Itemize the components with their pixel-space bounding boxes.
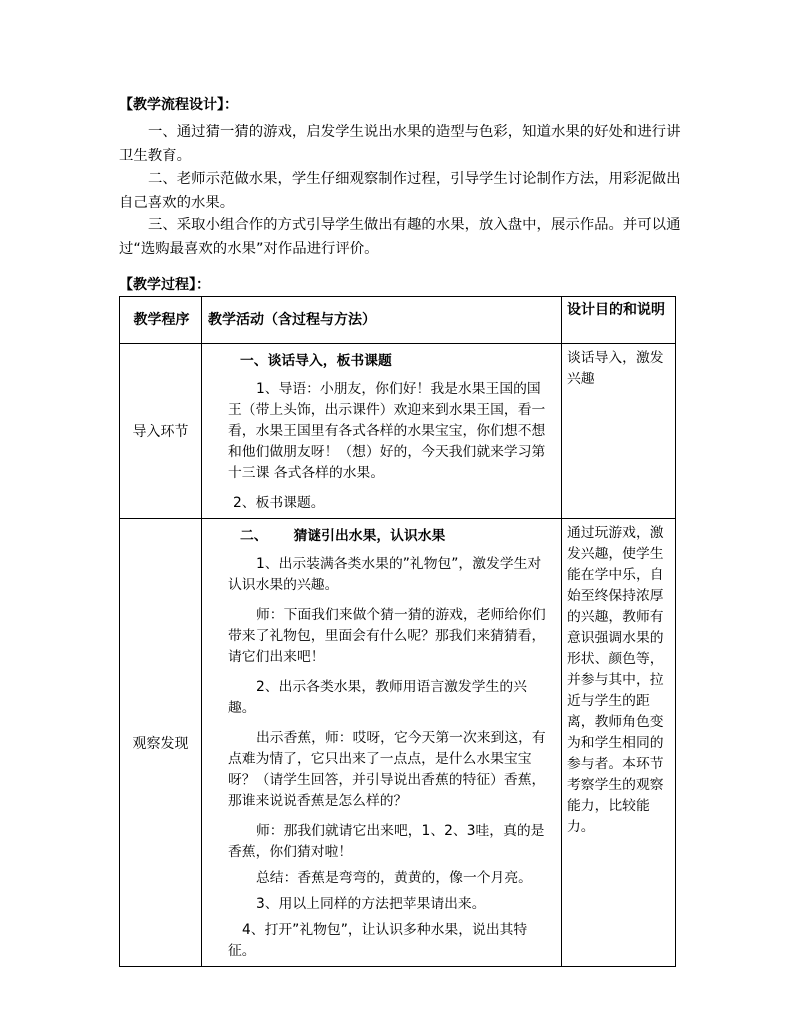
process-title: 【教学过程】：: [119, 277, 210, 293]
activity-paragraph: 2、出示各类水果，教师用语言激发学生的兴趣。: [228, 679, 527, 716]
purpose-cell: [562, 519, 676, 967]
header-cell-stage: [120, 297, 202, 344]
section-number: 二、: [240, 528, 268, 544]
section-text: 猜谜引出水果，认识水果: [293, 528, 446, 544]
activity-paragraph: 4、打开”礼物包”，让认识多种水果，说出其特征。: [228, 922, 528, 959]
activity-paragraph: 1、导语：小朋友，你们好！我是水果王国的国王（带上头饰，出示课件）欢迎来到水果王国，看一看，水果王国里有各式各样的水果宝宝，你们想不想和他们做朋友呀！（想）好的，今天我们就来学习第十三课 各式各样的水果。: [228, 381, 546, 481]
section-title: 一、谈话导入，板书课题: [240, 353, 392, 369]
activity-paragraph: 总结：香蕉是弯弯的，黄黄的，像一个月亮。: [256, 870, 532, 886]
header-cell-purpose: [562, 297, 676, 344]
stage-cell: 导入环节: [120, 344, 202, 519]
stage-cell: 观察发现: [120, 519, 202, 967]
activity-paragraph: 师：下面我们来做个猜一猜的游戏，老师给你们带来了礼物包，里面会有什么呢？那我们来猜猜看，请它们出来吧！: [228, 607, 546, 665]
flow-title: 【教学流程设计】：: [119, 97, 238, 113]
activity-cell: [202, 519, 562, 967]
flow-item-1: 一、通过猜一猜的游戏，启发学生说出水果的造型与色彩，知道水果的好处和进行讲卫生教育。: [119, 124, 681, 164]
teaching-process-table: [119, 296, 676, 967]
purpose-note: 通过玩游戏，激发兴趣，使学生能在学中乐，自始至终保持浓厚的兴趣，教师有意识强调水果的形状、颜色等，并参与其中，拉近与学生的距离，教师角色变为和学生相同的参与者。本环节考察学生的观察能力，比较能力。: [567, 525, 664, 835]
table-header-row: [120, 297, 676, 344]
activity-paragraph: 1、出示装满各类水果的”礼物包”，激发学生对认识水果的兴趣。: [228, 556, 542, 593]
header-purpose: 设计目的和说明: [567, 302, 665, 318]
header-stage: 教学程序: [133, 312, 190, 328]
header-cell-activity: [202, 297, 562, 344]
purpose-note: 谈话导入，激发兴趣: [567, 350, 664, 387]
activity-paragraph: 师：那我们就请它出来吧，1、2、3哇，真的是香蕉，你们猜对啦！: [228, 823, 545, 860]
purpose-cell: [562, 344, 676, 519]
header-activity: 教学活动（含过程与方法）: [208, 312, 376, 328]
table-row: [120, 344, 676, 519]
flow-item-3: 三、采取小组合作的方式引导学生做出有趣的水果，放入盘中，展示作品。并可以通过“选购最喜欢的水果”对作品进行评价。: [119, 217, 681, 257]
section-title: [228, 526, 547, 547]
table-row: [120, 519, 676, 967]
activity-paragraph: 出示香蕉，师：哎呀，它今天第一次来到这，有点难为情了，它只出来了一点点，是什么水果宝宝呀？（请学生回答，并引导说出香蕉的特征）香蕉，那谁来说说香蕉是怎么样的？: [228, 730, 546, 809]
activity-paragraph: 3、用以上同样的方法把苹果请出来。: [256, 896, 486, 912]
activity-cell: [202, 344, 562, 519]
activity-paragraph: 2、板书课题。: [233, 495, 325, 511]
flow-item-2: 二、老师示范做水果，学生仔细观察制作过程，引导学生讨论制作方法，用彩泥做出自己喜欢的水果。: [119, 171, 681, 211]
